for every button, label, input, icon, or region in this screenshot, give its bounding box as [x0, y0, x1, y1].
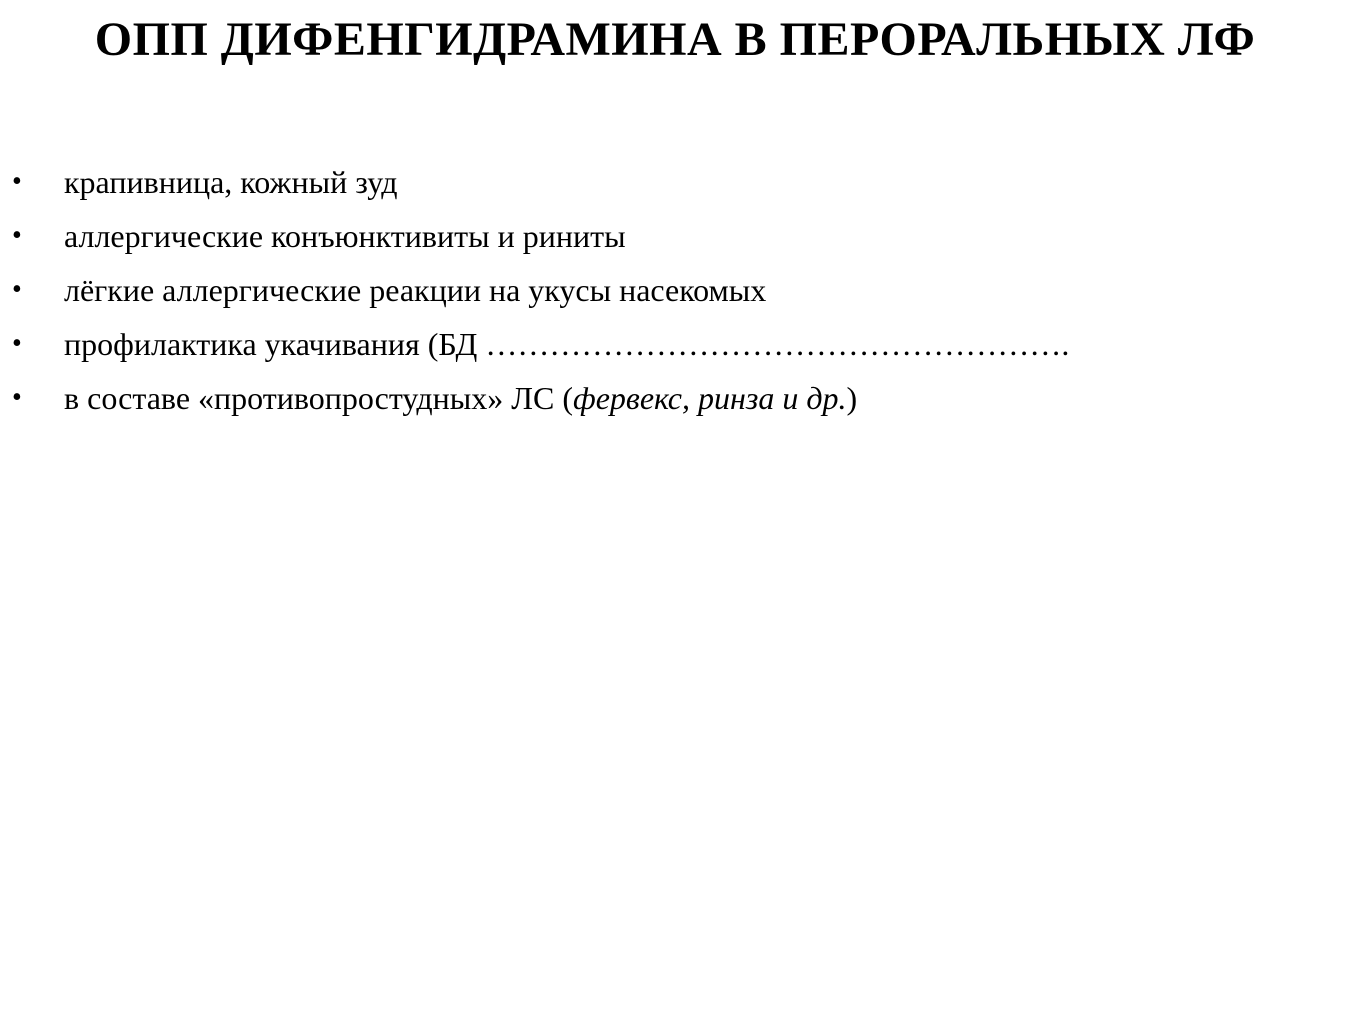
slide-title: ОПП ДИФЕНГИДРАМИНА В ПЕРОРАЛЬНЫХ ЛФ: [94, 13, 1256, 66]
list-item: [0, 371, 1340, 425]
bullet-icon: •: [12, 220, 22, 251]
list-item: [0, 317, 1340, 371]
list-item: [0, 209, 1340, 263]
list-item: [0, 263, 1340, 317]
list-item-text: [64, 371, 857, 425]
list-item-text: аллергические конъюнктивиты и риниты: [64, 218, 626, 254]
drug-examples: фервекс, ринза и др.: [573, 380, 847, 416]
bullet-icon: •: [12, 382, 22, 413]
bullet-icon: •: [12, 328, 22, 359]
indications-list: [0, 155, 1340, 425]
list-item-text-end: ): [846, 380, 858, 416]
bullet-icon: •: [12, 274, 22, 305]
bullet-icon: •: [12, 166, 22, 197]
list-item-text: крапивница, кожный зуд: [64, 164, 398, 200]
list-item-text: профилактика укачивания (БД ……………………………………………….: [64, 326, 1070, 362]
list-item: [0, 155, 1340, 209]
list-item-text: лёгкие аллергические реакции на укусы насекомых: [64, 272, 767, 308]
list-item-text-start: в составе «противопростудных» ЛС (: [64, 380, 573, 416]
